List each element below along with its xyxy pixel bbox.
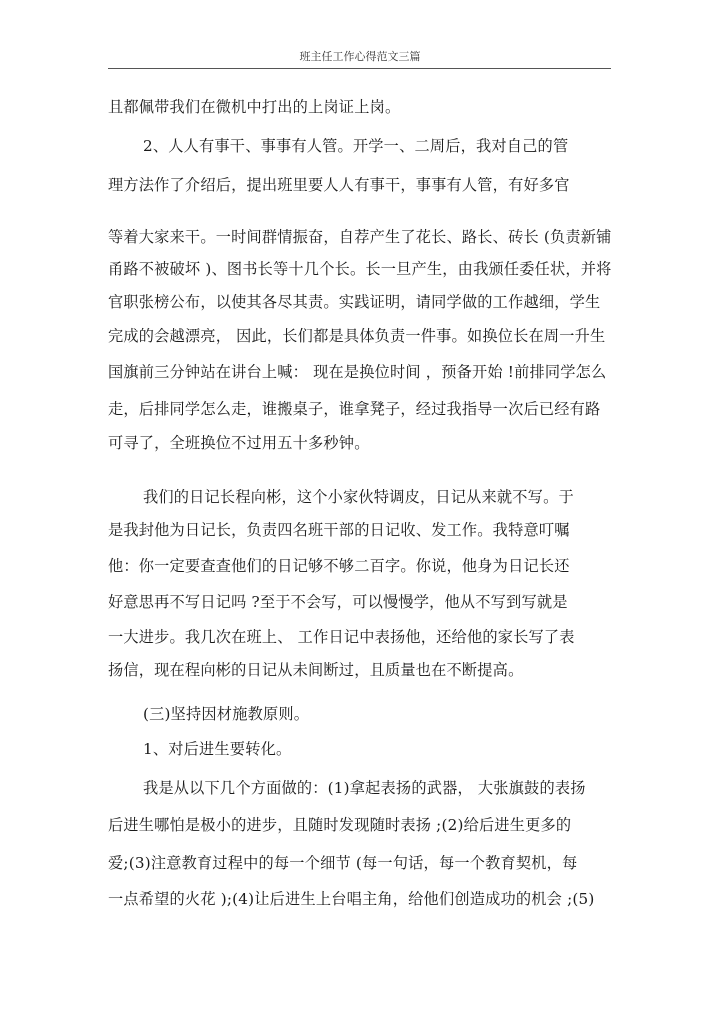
text-line: 他：你一定要查查他们的日记够不够二百字。你说，他身为日记长还 — [108, 557, 570, 575]
text-line: 我是从以下几个方面做的：(1)拿起表扬的武器， 大张旗鼓的表扬 — [143, 779, 586, 797]
page-header-title: 班主任工作心得范文三篇 — [299, 50, 421, 63]
text-line: 完成的会越漂亮， 因此，长们都是具体负责一件事。如换位长在周一升生 — [108, 327, 606, 345]
text-line: 一点希望的火花 );(4)让后进生上台唱主角，给他们创造成功的机会 ;(5) — [108, 890, 595, 908]
text-line: 1、对后进生要转化。 — [143, 740, 292, 758]
header-divider — [108, 68, 611, 69]
text-line: 一大进步。我几次在班上、 工作日记中表扬他，还给他的家长写了表 — [108, 628, 575, 646]
text-line: 我们的日记长程向彬，这个小家伙特调皮，日记从来就不写。于 — [143, 488, 574, 506]
text-line: 等着大家来干。一时间群情振奋，自荐产生了花长、路长、砖长 (负责新铺 — [108, 228, 612, 246]
text-line: 扬信，现在程向彬的日记从未间断过，且质量也在不断提高。 — [108, 661, 524, 679]
text-line: 国旗前三分钟站在讲台上喊： 现在是换位时间 ，预备开始 !前排同学怎么 — [108, 363, 607, 381]
text-line: 可寻了，全班换位不过用五十多秒钟。 — [108, 434, 370, 452]
text-line: (三)坚持因材施教原则。 — [143, 705, 310, 723]
text-line: 且都佩带我们在微机中打出的上岗证上岗。 — [108, 98, 401, 116]
text-line: 是我封他为日记长，负责四名班干部的日记收、发工作。我特意叮嘱 — [108, 521, 570, 539]
text-line: 好意思再不写日记吗 ?至于不会写，可以慢慢学，他从不写到写就是 — [108, 593, 568, 611]
text-line: 官职张榜公布，以使其各尽其责。实践证明，请同学做的工作越细，学生 — [108, 293, 601, 311]
text-line: 甬路不被破坏 )、图书长等十几个长。长一旦产生，由我颁任委任状，并将 — [108, 260, 612, 278]
text-line: 走，后排同学怎么走，谁搬桌子，谁拿凳子，经过我指导一次后已经有路 — [108, 400, 601, 418]
text-line: 2、人人有事干、事事有人管。开学一、二周后，我对自己的管 — [143, 137, 569, 155]
text-line: 理方法作了介绍后，提出班里要人人有事干，事事有人管，有好多官 — [108, 176, 570, 194]
text-line: 爱;(3)注意教育过程中的每一个细节 (每一句话，每一个教育契机，每 — [108, 854, 578, 872]
text-line: 后进生哪怕是极小的进步，且随时发现随时表扬 ;(2)给后进生更多的 — [108, 816, 572, 834]
